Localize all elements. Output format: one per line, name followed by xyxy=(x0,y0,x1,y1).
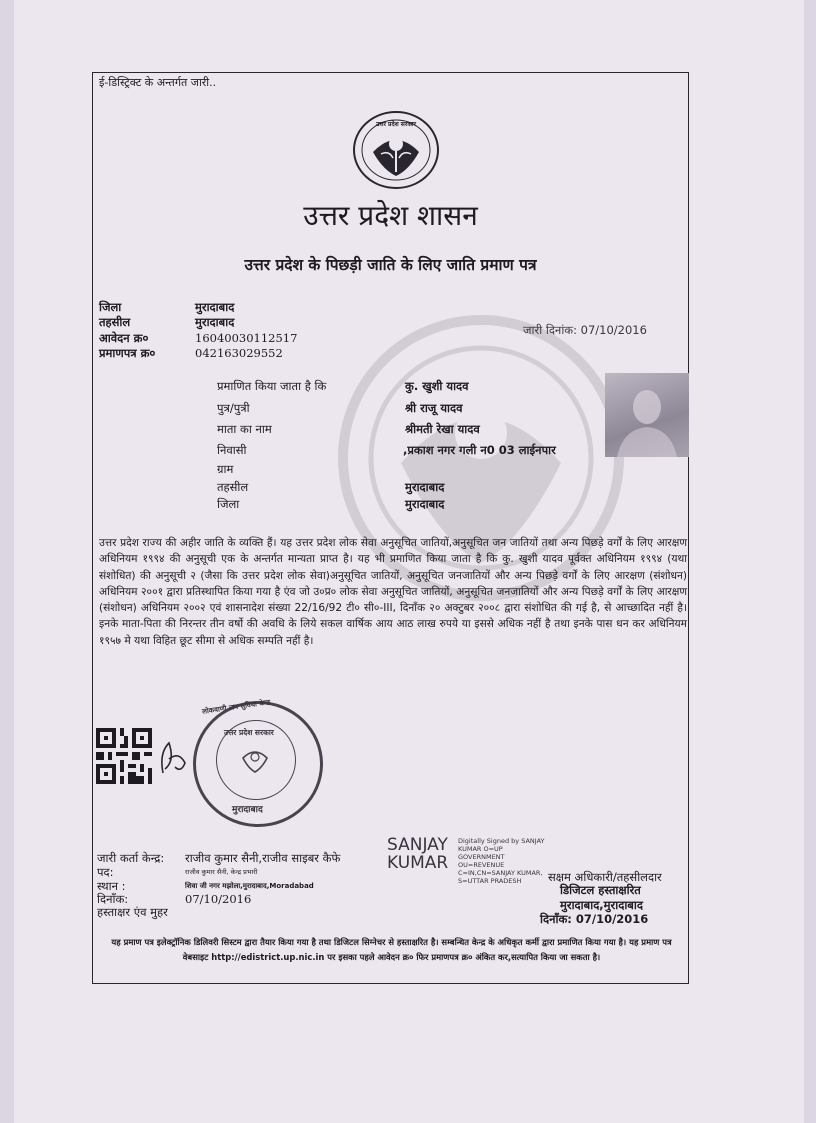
issuing-centre-label: जारी कर्ता केन्द्र: xyxy=(97,851,165,865)
issuer-date-value: 07/10/2016 xyxy=(185,892,252,906)
qr-code-icon xyxy=(96,728,152,784)
certify-label: प्रमाणित किया जाता है कि xyxy=(217,379,327,393)
applicant-photo xyxy=(605,373,689,457)
tehsil-label: तहसील xyxy=(99,315,131,329)
authority-location: मुरादाबाद,मुरादाबाद xyxy=(560,898,643,912)
authority-date: दिनाँक: 07/10/2016 xyxy=(540,912,649,926)
issue-date: जारी दिनांक: 07/10/2016 xyxy=(523,323,647,337)
office-stamp xyxy=(193,698,323,827)
village-label: ग्राम xyxy=(217,462,234,476)
handwritten-signature-icon xyxy=(155,733,195,781)
authority-designation: सक्षम अधिकारी/तहसीलदार xyxy=(548,870,662,884)
district-value: मुरादाबाद xyxy=(195,300,235,314)
person-silhouette-icon xyxy=(605,373,689,457)
certificate-document xyxy=(92,72,689,984)
signature-seal-label: हस्ताक्षर एंव मुहर xyxy=(97,905,168,919)
detail-tehsil-label: तहसील xyxy=(217,480,249,494)
stamp-outer-text: लोकवाणी जन सुविधा केन्द्र xyxy=(201,698,271,716)
certificate-number-label: प्रमाणपत्र क्र० xyxy=(99,346,156,360)
father-name: श्री राजू यादव xyxy=(405,401,463,415)
application-number: 16040030112517 xyxy=(195,331,298,345)
certificate-body-text: उत्तर प्रदेश राज्य की अहीर जाति के व्यक्ति हैं। यह उत्तर प्रदेश लोक सेवा अनुसूचित जातियों,अनुसूचित जन जातियों तथा अन्य पिछड़े वर्गों के लिए आरक्षण अधिनियम १९९४ की अनुसूची एक के अन्तर्गत मान्यता प्राप्त है। यह भी प्रमाणित किया जाता है कि कु. खुशी यादव पूर्वक्त अधिनियम १९९४ (यथा संशोधित) की अनुसूची २ (जैसा कि उत्तर प्रदेश लोक सेवा)अनुसूचित जातियों, अनुसूचित जनजातियों और अन्य पिछड़े वर्गों के लिए आरक्षण (संशोधन) अधिनियम २००१ द्वारा प्रतिस्थापित किया गया है एंव जो उ०प्र० लोक सेवा अनुसूचित जातियों, अनुसूचित जनजातियों और अन्य पिछड़े वर्गों के लिए आरक्षण (संशोधन) अधिनियम २००२ एवं शासनादेश संख्या 22/16/92 टी० सी०-III, दिनाँक २० अक्टुबर २००८ द्वारा संशोधित की गई है, से आच्छादित नहीं है।इनके माता-पिता की निरन्तर तीन वर्षो की अवधि के लिये सकल वार्षिक आय आठ लाख रुपये या इससे अधिक नहीं है तथा इनके पास धन कर अधिनियम १९५७ मे यथा विहित छूट सीमा से अधिक सम्पति नहीं है। xyxy=(99,537,687,647)
place-value: शिवा जी नगर मझोला,मुरादाबाद,Moradabad xyxy=(185,882,314,890)
post-label: पद: xyxy=(97,865,114,879)
post-value: राजीव कुमार सैनी, केन्द्र प्रभारी xyxy=(185,868,258,876)
digital-signature-details: Digitally Signed by SANJAY KUMAR O=UP GOVERNMENT OU=REVENUE C=IN,CN=SANJAY KUMAR, S=UTTAR PRADESH xyxy=(458,837,545,885)
application-label: आवेदन क्र० xyxy=(99,331,149,345)
detail-district-value: मुरादाबाद xyxy=(405,497,445,511)
signer-name-line1: SANJAY xyxy=(387,835,448,855)
mother-label: माता का नाम xyxy=(217,422,272,436)
header-note: ई-डिस्ट्रिक्ट के अन्तर्गत जारी.. xyxy=(99,76,217,89)
detail-tehsil-value: मुरादाबाद xyxy=(405,480,445,494)
issuer-date-label: दिनाँक: xyxy=(97,892,129,906)
child-of-label: पुत्र/पुत्री xyxy=(217,401,250,415)
stamp-emblem-icon xyxy=(240,746,270,774)
applicant-name: कु. खुशी यादव xyxy=(405,379,469,393)
page-title: उत्तर प्रदेश शासन xyxy=(303,199,478,232)
certificate-footnote: यह प्रमाण पत्र इलेक्ट्रॉनिक डिलिवरी सिस्टम द्वारा तैयार किया गया है तथा डिजिटल सिग्नेचर से हस्ताक्षरित है। सम्बन्धित केन्द्र के अधिकृत कर्मी द्वारा प्रमाणित किया गया है। यह प्रमाण पत्र वेबसाइट http://edistrict.up.nic.in पर इसका पहले आवेदन क्र० फिर प्रमाणपत्र क्र० अंकित कर,सत्यापित किया जा सकता है। xyxy=(111,937,672,962)
detail-district-label: जिला xyxy=(217,497,240,511)
stamp-top-text: उत्तर प्रदेश सरकार xyxy=(224,728,274,737)
certificate-subtitle: उत्तर प्रदेश के पिछड़ी जाति के लिए जाति प्रमाण पत्र xyxy=(244,256,537,274)
digital-signer-name xyxy=(387,836,448,872)
mother-name: श्रीमती रेखा यादव xyxy=(405,422,480,436)
authority-digitally-signed: डिजिटल हस्ताक्षरित xyxy=(560,883,641,897)
stamp-bottom-text: मुरादाबाद xyxy=(232,805,263,815)
resident-label: निवासी xyxy=(217,443,247,457)
district-label: जिला xyxy=(99,300,122,314)
resident-address: ,प्रकाश नगर गली न0 03 लाईनपार xyxy=(403,443,556,457)
signer-name-line2: KUMAR xyxy=(387,853,449,873)
issuing-centre-value: राजीव कुमार सैनी,राजीव साइबर कैफे xyxy=(185,851,341,865)
certificate-number: 042163029552 xyxy=(195,346,283,360)
emblem-caption: उत्तर प्रदेश सरकार xyxy=(376,121,416,128)
tehsil-value: मुरादाबाद xyxy=(195,315,235,329)
place-label: स्थान : xyxy=(97,879,126,893)
